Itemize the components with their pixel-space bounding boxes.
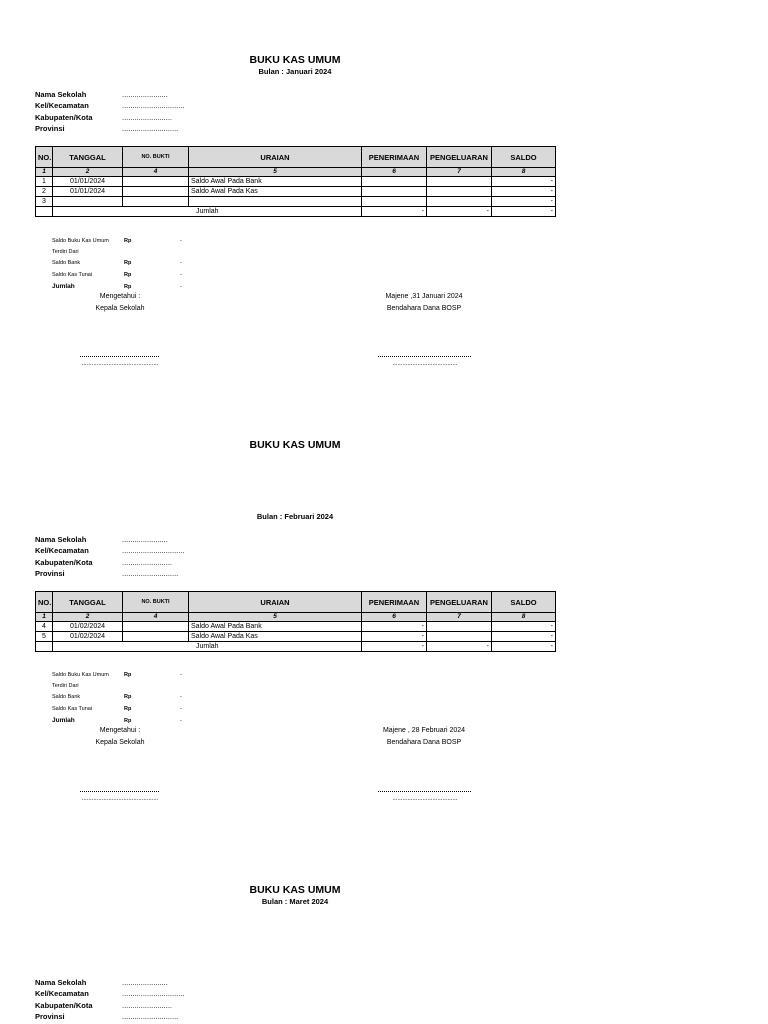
page-subtitle: Bulan : Januari 2024	[258, 67, 332, 76]
summary-value: -	[180, 717, 182, 724]
info-label: Kabupaten/Kota	[35, 557, 93, 567]
cell-no: 1	[36, 177, 53, 187]
cell-pengeluaran	[427, 187, 492, 197]
table-row	[36, 177, 556, 187]
summary-value: -	[180, 260, 182, 267]
column-header: PENERIMAAN	[362, 147, 427, 168]
summary-label: Saldo Buku Kas Umum	[52, 672, 109, 678]
cell-no: 3	[36, 197, 53, 207]
table-row	[36, 197, 556, 207]
table-row	[36, 622, 556, 632]
column-number: 1	[36, 168, 53, 177]
signature-line-left	[80, 356, 159, 357]
info-label: Kabupaten/Kota	[35, 112, 93, 122]
info-value: ........................	[122, 1000, 173, 1010]
page-title: BUKU KAS UMUM	[249, 884, 341, 896]
signature-left-role: Kepala Sekolah	[95, 305, 145, 312]
info-value: ...........................	[122, 1011, 179, 1021]
summary-rp: Rp	[124, 283, 132, 290]
column-header: NO. BUKTI	[123, 592, 189, 613]
total-pengeluaran: -	[427, 642, 492, 652]
signature-left-role: Kepala Sekolah	[95, 739, 145, 746]
cell-tanggal: 01/01/2024	[53, 187, 123, 197]
column-number: 8	[492, 613, 556, 622]
info-value: ..............................	[122, 989, 185, 999]
cell-saldo: -	[492, 197, 556, 207]
summary-rp: Rp	[124, 238, 132, 244]
column-number: 2	[53, 168, 123, 177]
info-value: ...........................	[122, 568, 179, 578]
cash-book-table	[35, 146, 556, 217]
summary-rp: Rp	[124, 260, 132, 267]
cash-book-table	[35, 591, 556, 652]
total-saldo: -	[492, 207, 556, 217]
total-row	[36, 642, 556, 652]
cell-uraian: Saldo Awal Pada Bank	[189, 622, 362, 632]
summary-rp: Rp	[124, 705, 132, 712]
cell-penerimaan	[362, 187, 427, 197]
info-label: Provinsi	[35, 568, 65, 578]
cell-pengeluaran	[427, 177, 492, 187]
column-header: PENGELUARAN	[427, 147, 492, 168]
column-header: NO. BUKTI	[123, 147, 189, 168]
cell-saldo: -	[492, 187, 556, 197]
column-header: SALDO	[492, 592, 556, 613]
column-header: NO.	[36, 147, 53, 168]
summary-rp: Rp	[124, 694, 132, 701]
cell-uraian: Saldo Awal Pada Bank	[189, 177, 362, 187]
school-info	[35, 89, 185, 134]
cell-bukti	[123, 632, 189, 642]
signature-right-role: Bendahara Dana BOSP	[386, 739, 462, 746]
cell-uraian: Saldo Awal Pada Kas	[189, 632, 362, 642]
cell-tanggal: 01/01/2024	[53, 177, 123, 187]
cell-penerimaan	[362, 197, 427, 207]
cell-pengeluaran	[427, 632, 492, 642]
cell-saldo: -	[492, 177, 556, 187]
cell-uraian	[189, 197, 362, 207]
summary-rp: Rp	[124, 271, 132, 278]
cell-no: 5	[36, 632, 53, 642]
column-header: TANGGAL	[53, 147, 123, 168]
summary-value: -	[180, 705, 182, 712]
info-label: Provinsi	[35, 123, 65, 133]
summary-value: -	[180, 283, 182, 290]
signature-name-left: ..............................................	[81, 361, 159, 367]
column-number: 4	[123, 613, 189, 622]
info-label: Nama Sekolah	[35, 90, 87, 99]
cell-saldo: -	[492, 622, 556, 632]
table-row	[36, 187, 556, 197]
signature-right-place-date: Majene , 28 Februari 2024	[382, 727, 466, 734]
total-penerimaan: -	[362, 642, 427, 652]
info-value: ...........................	[122, 123, 179, 133]
column-number: 7	[427, 613, 492, 622]
column-header: TANGGAL	[53, 592, 123, 613]
column-number: 5	[189, 168, 362, 177]
cell-penerimaan: -	[362, 632, 427, 642]
info-label: Nama Sekolah	[35, 535, 87, 544]
cell-penerimaan	[362, 177, 427, 187]
signature-name-left: ..............................................	[81, 796, 159, 802]
summary-value: -	[180, 672, 182, 678]
info-label: Kel/Kecamatan	[35, 546, 89, 556]
column-header: NO.	[36, 592, 53, 613]
column-number: 1	[36, 613, 53, 622]
cell-tanggal: 01/02/2024	[53, 622, 123, 632]
info-value: ..............................	[122, 546, 185, 556]
page-title: BUKU KAS UMUM	[249, 439, 341, 451]
balance-summary	[52, 236, 182, 292]
page-subtitle: Bulan : Februari 2024	[256, 512, 334, 521]
cell-penerimaan: -	[362, 622, 427, 632]
column-number: 6	[362, 168, 427, 177]
total-row	[36, 207, 556, 217]
info-label: Kabupaten/Kota	[35, 1000, 93, 1010]
info-label: Kel/Kecamatan	[35, 101, 89, 111]
table-row	[36, 632, 556, 642]
cell-bukti	[123, 622, 189, 632]
cell-bukti	[123, 197, 189, 207]
summary-value: -	[180, 694, 182, 701]
cell-uraian: Saldo Awal Pada Kas	[189, 187, 362, 197]
column-header: PENGELUARAN	[427, 592, 492, 613]
cell-saldo: -	[492, 632, 556, 642]
column-number: 6	[362, 613, 427, 622]
info-value: ..............................	[122, 101, 185, 111]
signature-name-right: .......................................	[392, 361, 458, 367]
column-header: SALDO	[492, 147, 556, 168]
cell-bukti	[123, 177, 189, 187]
info-value: ........................	[122, 557, 173, 567]
summary-value: -	[180, 271, 182, 278]
signature-left-heading: Mengetahui :	[99, 727, 141, 734]
total-saldo: -	[492, 642, 556, 652]
total-penerimaan: -	[362, 207, 427, 217]
cell-bukti	[123, 187, 189, 197]
summary-value: -	[180, 238, 182, 244]
column-number: 8	[492, 168, 556, 177]
signature-line-right	[378, 791, 471, 792]
info-label: Kel/Kecamatan	[35, 989, 89, 999]
signature-right-role: Bendahara Dana BOSP	[386, 305, 462, 312]
total-label: Jumlah	[53, 207, 362, 217]
cell-pengeluaran	[427, 622, 492, 632]
cell-tanggal: 01/02/2024	[53, 632, 123, 642]
column-number: 5	[189, 613, 362, 622]
summary-rp: Rp	[124, 672, 132, 678]
signature-line-right	[378, 356, 471, 357]
page-title: BUKU KAS UMUM	[249, 54, 341, 66]
summary-rp: Rp	[124, 717, 132, 724]
column-header: URAIAN	[189, 592, 362, 613]
signature-line-left	[80, 791, 159, 792]
info-value: ......................	[122, 978, 168, 987]
signature-right-place-date: Majene ,31 Januari 2024	[385, 293, 463, 300]
info-value: ......................	[122, 535, 168, 544]
summary-label: Terdiri Dari	[52, 683, 79, 690]
total-pengeluaran: -	[427, 207, 492, 217]
total-label: Jumlah	[53, 642, 362, 652]
column-number: 2	[53, 613, 123, 622]
summary-label: Saldo Kas Tunai	[52, 271, 93, 278]
column-header: PENERIMAAN	[362, 592, 427, 613]
info-value: ......................	[122, 90, 168, 99]
summary-label: Jumlah	[52, 282, 75, 290]
summary-label: Saldo Kas Tunai	[52, 705, 93, 712]
school-info	[35, 977, 185, 1022]
summary-label: Terdiri Dari	[52, 249, 79, 256]
cell-no: 4	[36, 622, 53, 632]
summary-label: Saldo Bank	[52, 260, 81, 267]
info-label: Nama Sekolah	[35, 978, 87, 987]
column-number: 4	[123, 168, 189, 177]
school-info	[35, 534, 185, 579]
balance-summary	[52, 670, 182, 726]
info-label: Provinsi	[35, 1011, 65, 1021]
signature-left-heading: Mengetahui :	[99, 293, 141, 300]
cell-pengeluaran	[427, 197, 492, 207]
summary-label: Saldo Buku Kas Umum	[52, 238, 109, 244]
info-value: ........................	[122, 112, 173, 122]
column-number: 7	[427, 168, 492, 177]
cell-tanggal	[53, 197, 123, 207]
page-subtitle: Bulan : Maret 2024	[261, 897, 329, 906]
column-header: URAIAN	[189, 147, 362, 168]
summary-label: Jumlah	[52, 716, 75, 724]
signature-name-right: .......................................	[392, 796, 458, 802]
summary-label: Saldo Bank	[52, 694, 81, 701]
cell-no: 2	[36, 187, 53, 197]
